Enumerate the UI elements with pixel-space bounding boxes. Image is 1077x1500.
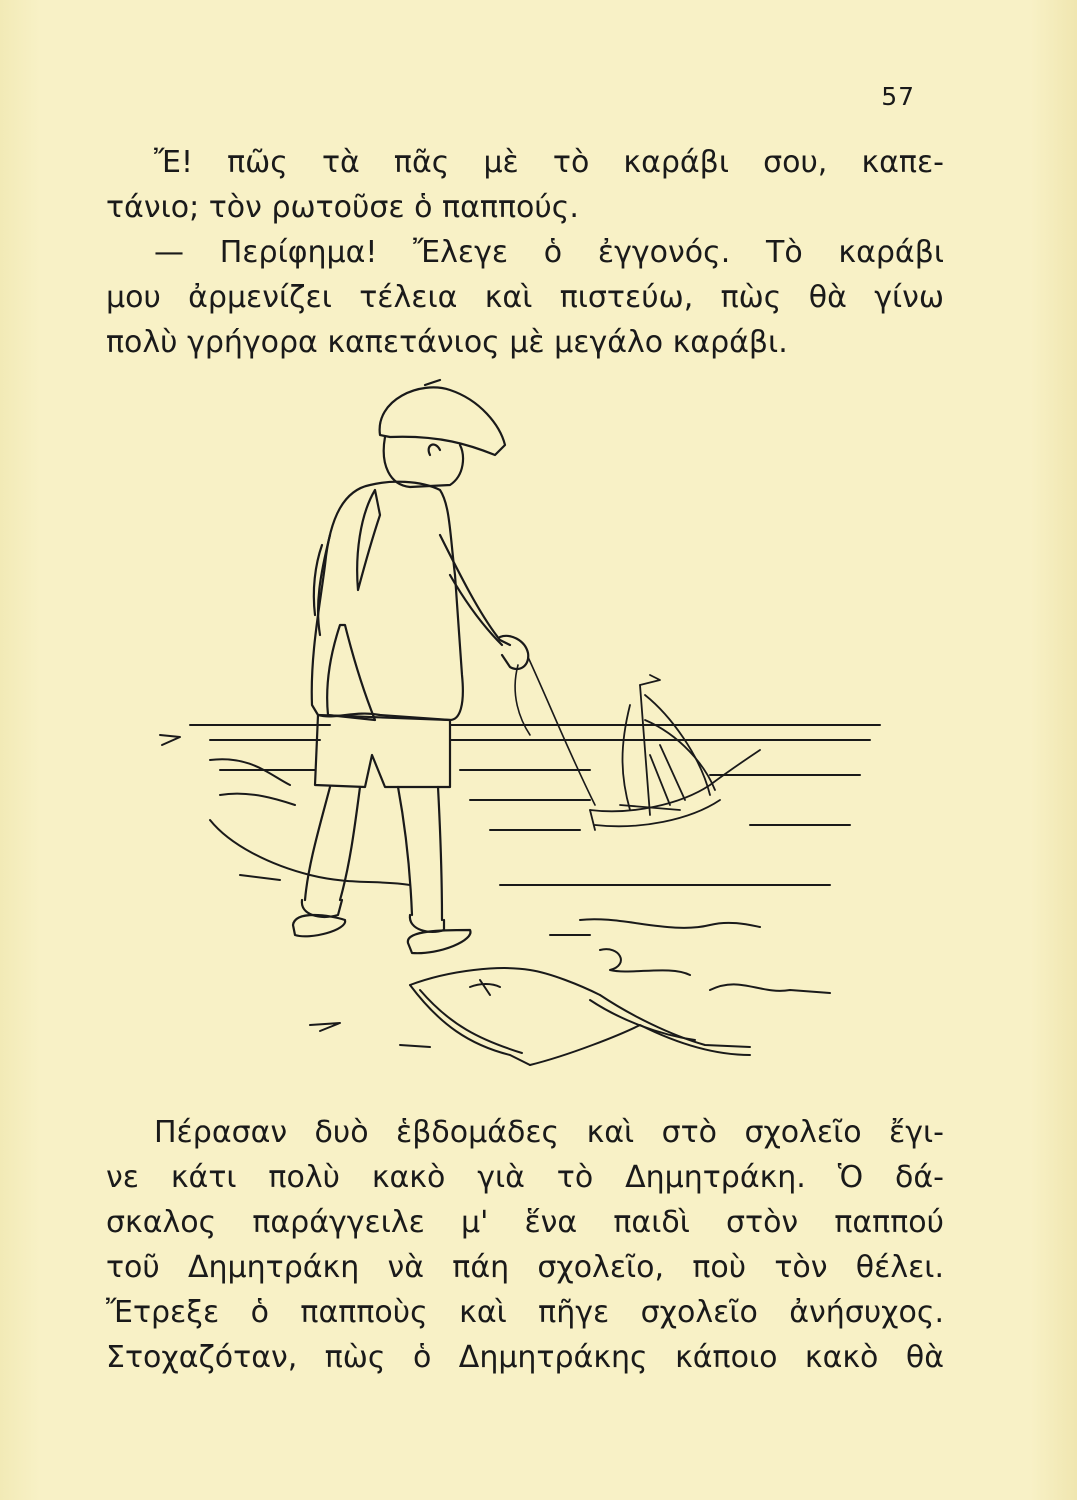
text-line: τοῦ Δημητράκη νὰ πάη σχολεῖο, ποὺ τὸν θέλει. (106, 1250, 944, 1285)
text-line: νε κάτι πολὺ κακὸ γιὰ τὸ Δημητράκη. Ὁ δά- (106, 1160, 944, 1195)
text-line: μου ἀρμενίζει τέλεια καὶ πιστεύω, πὼς θὰ γίνω (106, 280, 944, 315)
boy (293, 380, 528, 953)
text-line: σκαλος παράγγειλε μ' ἕνα παιδὶ στὸν παππού (106, 1205, 944, 1240)
text-line: Ἔ! πῶς τὰ πᾶς μὲ τὸ καράβι σου, καπε- (154, 145, 944, 180)
text-line: πολὺ γρήγορα καπετάνιος μὲ μεγάλο καράβι. (106, 325, 788, 360)
text-block-bottom (106, 1110, 944, 1380)
shore-waves (210, 759, 830, 1047)
page-number: 57 (881, 82, 915, 111)
text-line: τάνιο; τὸν ρωτοῦσε ὁ παππούς. (106, 190, 579, 225)
text-line: Στοχαζόταν, πὼς ὁ Δημητράκης κάποιο κακὸ θὰ (106, 1340, 944, 1375)
text-line: — Περίφημα! Ἔλεγε ὁ ἐγγονός. Τὸ καράβι (154, 235, 944, 270)
text-block-top (106, 140, 944, 365)
text-line: Ἔτρεξε ὁ παπποὺς καὶ πῆγε σχολεῖο ἀνήσυχος. (106, 1295, 944, 1330)
book (410, 968, 750, 1065)
boat-string (515, 657, 595, 805)
toy-sailboat (590, 675, 760, 830)
boy-with-toy-sailboat-illustration (150, 375, 890, 1080)
text-line: Πέρασαν δυὸ ἑβδομάδες καὶ στὸ σχολεῖο ἔγι- (154, 1115, 944, 1150)
